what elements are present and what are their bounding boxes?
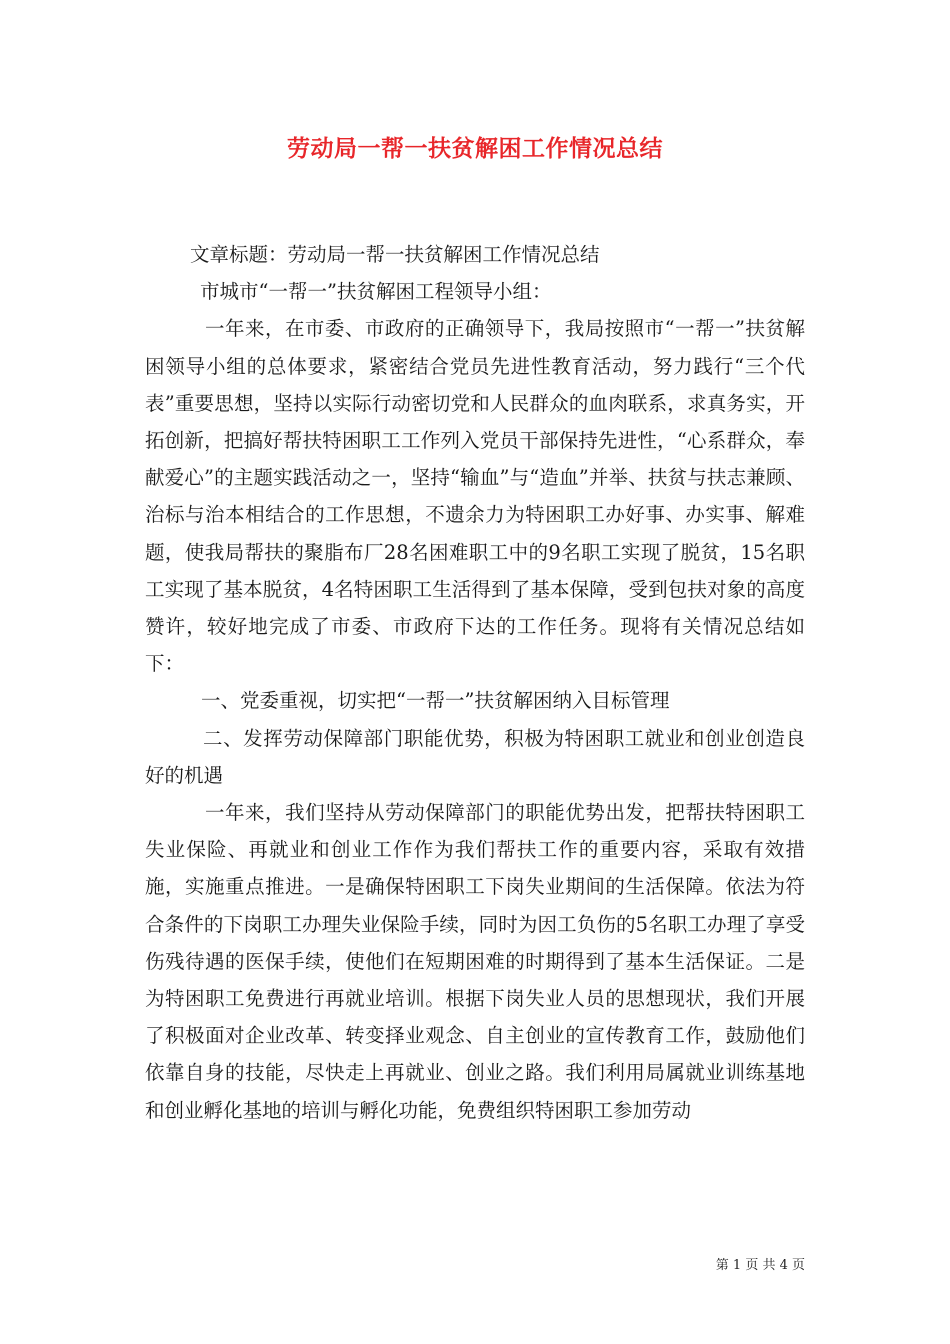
section-heading-2: 二、发挥劳动保障部门职能优势，积极为特困职工就业和创业创造良好的机遇: [145, 726, 805, 787]
section-heading-1: 一、党委重视，切实把“一帮一”扶贫解困纳入目标管理: [201, 689, 670, 713]
document-body: [145, 236, 805, 1129]
page-number: 第 1 页 共 4 页: [715, 1258, 805, 1273]
document-title: 劳动局一帮一扶贫解困工作情况总结: [287, 135, 663, 162]
article-title-line: 文章标题：劳动局一帮一扶贫解困工作情况总结: [190, 243, 600, 266]
salutation: 市城市“一帮一”扶贫解困工程领导小组：: [200, 280, 552, 304]
paragraph-section-2: 一年来，我们坚持从劳动保障部门的职能优势出发，把帮扶特困职工失业保险、再就业和创业工作作为我们帮扶工作的重要内容，采取有效措施，实施重点推进。一是确保特困职工下岗失业期间的生活保障。依法为符合条件的下岗职工办理失业保险手续，同时为因工负伤的5名职工办理了享受伤残待遇的医保手续，使他们在短期困难的时期得到了基本生活保证。二是为特困职工免费进行再就业培训。根据下岗失业人员的思想现状，我们开展了积极面对企业改革、转变择业观念、自主创业的宣传教育工作，鼓励他们依靠自身的技能，尽快走上再就业、创业之路。我们利用局属就业训练基地和创业孵化基地的培训与孵化功能，免费组织特困职工参加劳动: [145, 801, 805, 1122]
paragraph-intro: 一年来，在市委、市政府的正确领导下，我局按照市“一帮一”扶贫解困领导小组的总体要求，紧密结合党员先进性教育活动，努力践行“三个代表”重要思想，坚持以实际行动密切党和人民群众的血肉联系，求真务实，开拓创新，把搞好帮扶特困职工工作列入党员干部保持先进性，“心系群众，奉献爱心”的主题实践活动之一，坚持“输血”与“造血”并举、扶贫与扶志兼顾、治标与治本相结合的工作思想，不遗余力为特困职工办好事、办实事、解难题，使我局帮扶的聚脂布厂28名困难职工中的9名职工实现了脱贫，15名职工实现了基本脱贫，4名特困职工生活得到了基本保障，受到包扶对象的高度赞许，较好地完成了市委、市政府下达的工作任务。现将有关情况总结如下：: [145, 317, 805, 676]
